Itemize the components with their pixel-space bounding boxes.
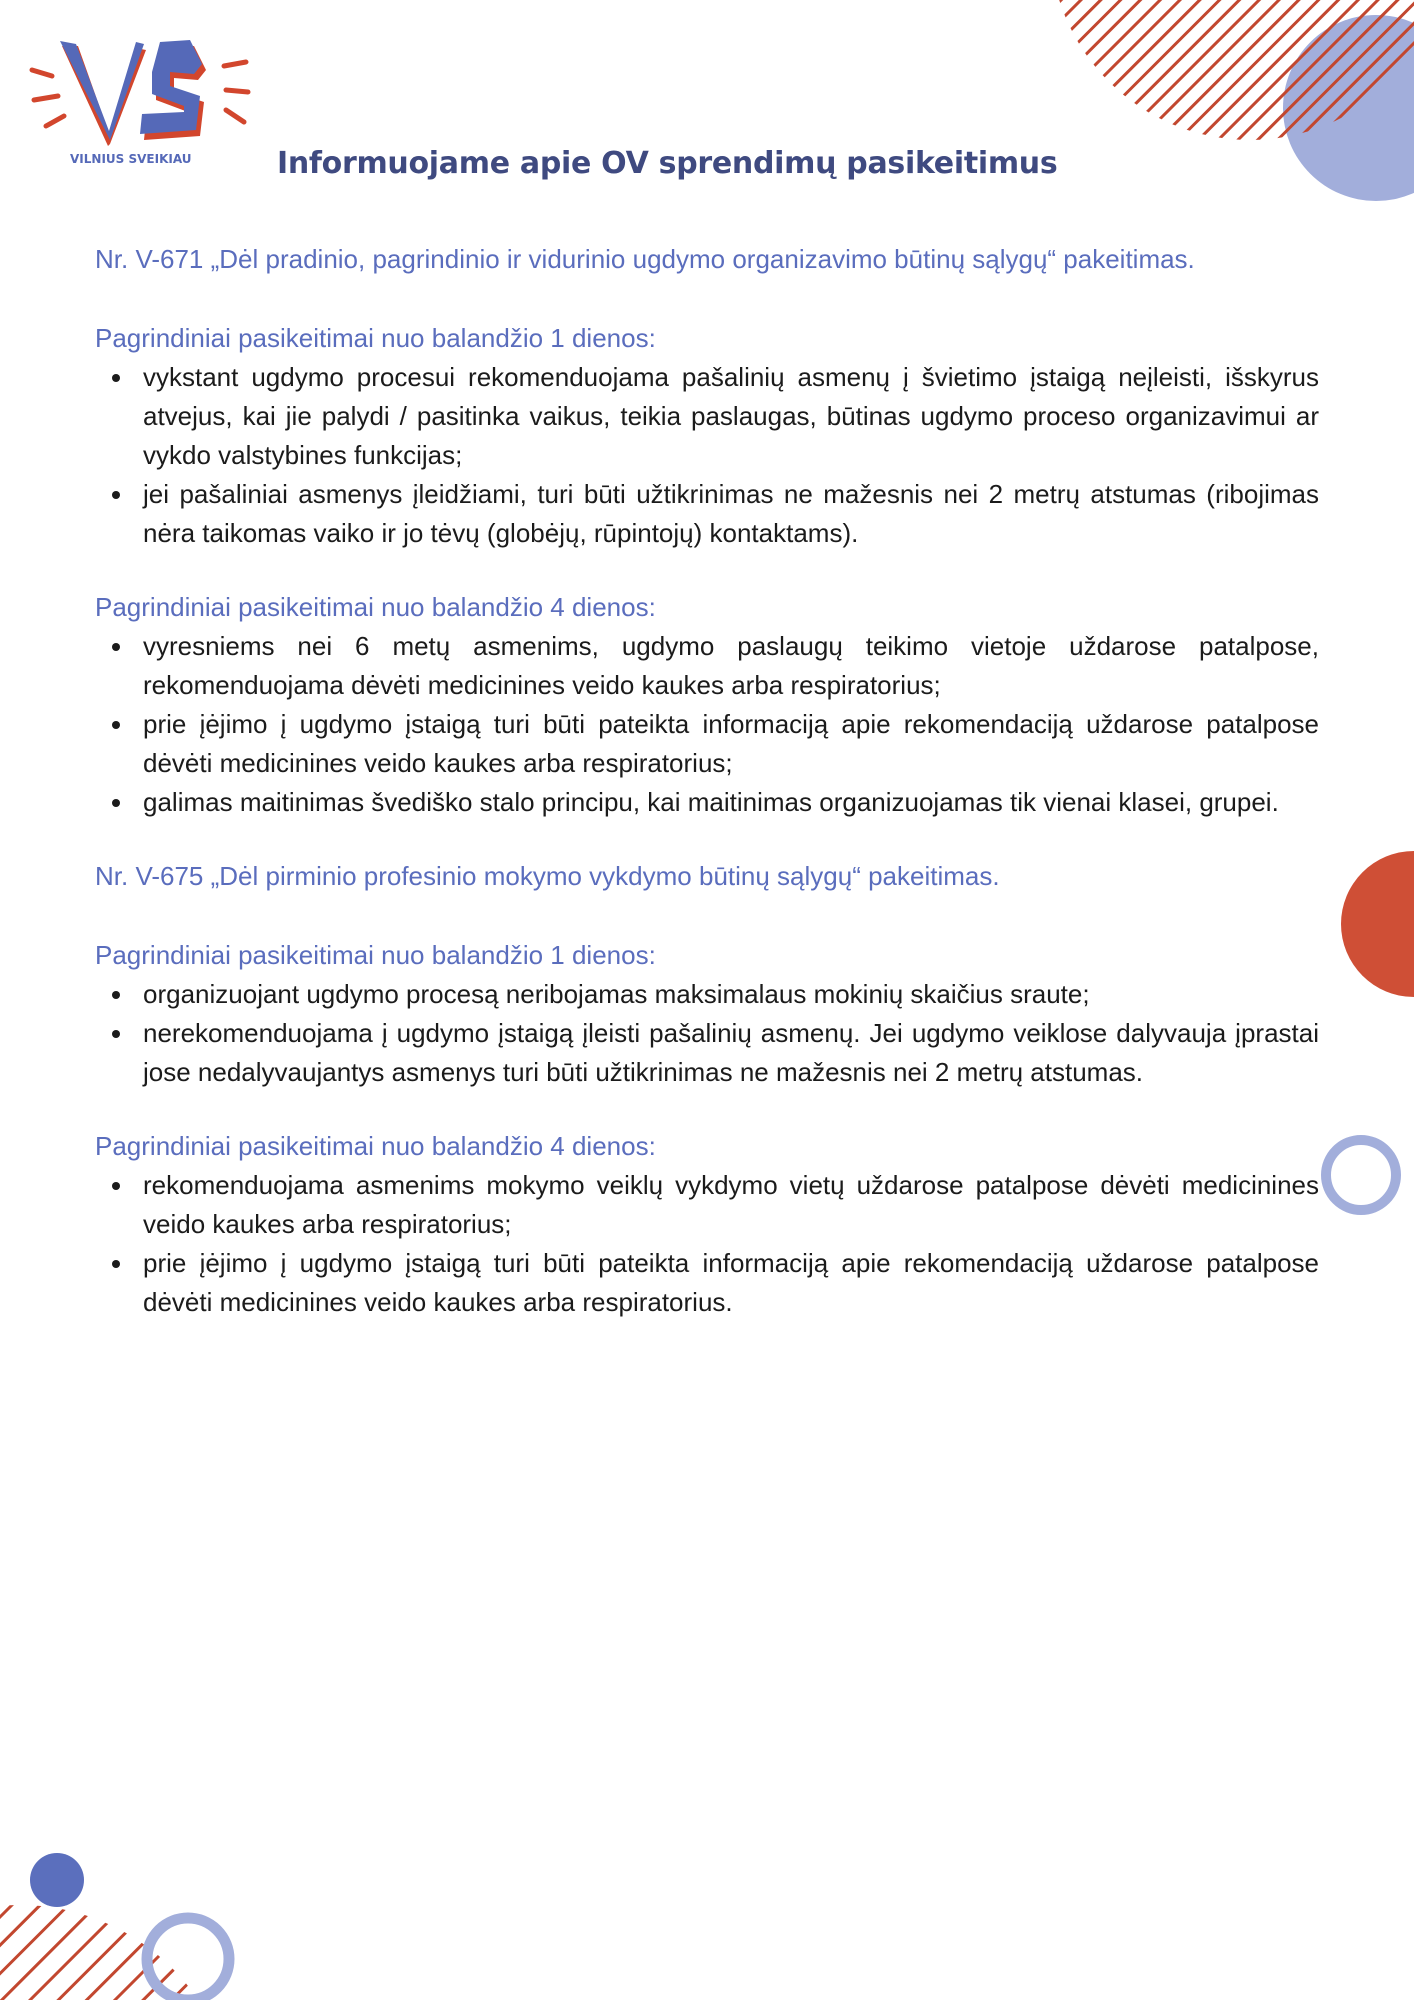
bullet-list — [95, 1166, 1319, 1322]
document-reference-v671: Nr. V-671 „Dėl pradinio, pagrindinio ir vidurinio ugdymo organizavimo būtinų sąlygų“ pakeitimas. — [95, 244, 1195, 274]
list-item: prie įėjimo į ugdymo įstaigą turi būti pateikta informaciją apie rekomendaciją uždarose patalpose dėvėti medicinines veido kaukes arba respiratorius. — [95, 1244, 1319, 1322]
bottom-left-decoration — [0, 1830, 260, 2000]
document-body — [95, 240, 1319, 1322]
list-item: jei pašaliniai asmenys įleidžiami, turi būti užtikrinimas ne mažesnis nei 2 metrų atstumas (ribojimas nėra taikomas vaiko ir jo tėvų (globėjų, rūpintojų) kontaktams). — [95, 475, 1319, 553]
bullet-list — [95, 627, 1319, 822]
blue-dot — [30, 1853, 84, 1907]
logo-caption: VILNIUS SVEIKIAU — [70, 152, 192, 166]
section-heading: Pagrindiniai pasikeitimai nuo balandžio 4 dienos: — [95, 592, 656, 622]
list-item: vykstant ugdymo procesui rekomenduojama pašalinių asmenų į švietimo įstaigą neįleisti, išskyrus atvejus, kai jie palydi / pasitinka vaikus, teikia paslaugas, būtinas ugdymo proceso organizavimui ar vykdo valstybines funkcijas; — [95, 358, 1319, 475]
list-item: rekomenduojama asmenims mokymo veiklų vykdymo vietų uždarose patalpose dėvėti medicinines veido kaukes arba respiratorius; — [95, 1166, 1319, 1244]
list-item: vyresniems nei 6 metų asmenims, ugdymo paslaugų teikimo vietoje uždarose patalpose, rekomenduojama dėvėti medicinines veido kaukes arba respiratorius; — [95, 627, 1319, 705]
document-reference-v675: Nr. V-675 „Dėl pirminio profesinio mokymo vykdymo būtinų sąlygų“ pakeitimas. — [95, 861, 1000, 891]
page-title: Informuojame apie OV sprendimų pasikeitimus — [277, 146, 1058, 181]
list-item: prie įėjimo į ugdymo įstaigą turi būti pateikta informaciją apie rekomendaciją uždarose patalpose dėvėti medicinines veido kaukes arba respiratorius; — [95, 705, 1319, 783]
list-item: organizuojant ugdymo procesą neribojamas maksimalaus mokinių skaičius sraute; — [95, 975, 1319, 1014]
section-heading: Pagrindiniai pasikeitimai nuo balandžio 4 dienos: — [95, 1131, 656, 1161]
list-item: nerekomenduojama į ugdymo įstaigą įleisti pašalinių asmenų. Jei ugdymo veiklose dalyvauja įprastai jose nedalyvaujantys asmenys turi būti užtikrinimas ne mažesnis nei 2 metrų atstumas. — [95, 1014, 1319, 1092]
list-item: galimas maitinimas švediško stalo principu, kai maitinimas organizuojamas tik vienai klasei, grupei. — [95, 783, 1319, 822]
red-half-circle — [1340, 850, 1414, 1000]
bullet-list — [95, 358, 1319, 553]
light-blue-ring — [1318, 1132, 1404, 1218]
vs-logo-icon — [28, 36, 253, 166]
top-right-decoration — [960, 0, 1414, 220]
section-heading: Pagrindiniai pasikeitimai nuo balandžio 1 dienos: — [95, 940, 656, 970]
section-heading: Pagrindiniai pasikeitimai nuo balandžio 1 dienos: — [95, 323, 656, 353]
vilnius-sveikiau-logo — [28, 36, 253, 166]
bullet-list — [95, 975, 1319, 1092]
